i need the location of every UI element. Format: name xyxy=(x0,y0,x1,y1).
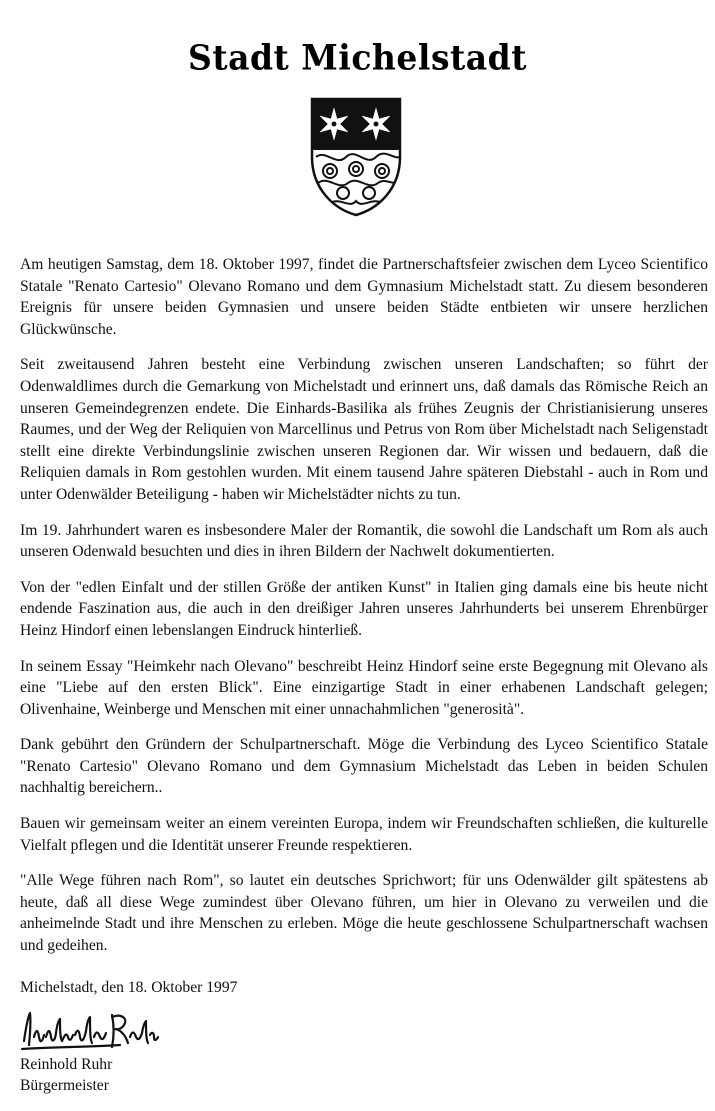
paragraph-5: In seinem Essay "Heimkehr nach Olevano" beschreibt Heinz Hindorf seine erste Begegnung mit Olevano als eine "Liebe auf den ersten Blick". Eine einzigartige Stadt in einer erhabenen Landschaft gelegen; Olivenhaine, Weinberge und Menschen mit einer unnachahmlichen "generosità". xyxy=(20,657,708,718)
paragraph-8: "Alle Wege führen nach Rom", so lautet ein deutsches Sprichwort; für uns Odenwälder gilt spätestens ab heute, daß all diese Wege zumindest über Olevano führen, um hier in Olevano zu verweilen und die anheimelnde Stadt und ihre Menschen zu erleben. Möge die heute geschlossene Schulpartnerschaft wachsen und gedeihen. xyxy=(20,872,708,955)
paragraph-7: Bauen wir gemeinsam weiter an einem vereinten Europa, indem wir Freundschaften schließen, die kulturelle Vielfalt pflegen und die Identität unserer Freunde respektieren. xyxy=(20,815,708,854)
paragraph-1: Am heutigen Samstag, dem 18. Oktober 1997, findet die Partnerschaftsfeier zwischen dem Lyceo Scientifico Statale "Renato Cartesio" Olevano Romano und dem Gymnasium Michelstadt statt. Zu diesem besonderen Ereignis für unsere beiden Gymnasien und unsere beiden Städte entbieten wir unsere herzlichen Glückwünsche. xyxy=(20,256,708,338)
paragraph-6: Dank gebührt den Gründern der Schulpartnerschaft. Möge die Verbindung des Lyceo Scientifico Statale "Renato Cartesio" Olevano Romano und dem Gymnasium Michelstadt das Leben in beiden Schulen nachhaltig bereichern.. xyxy=(20,736,708,797)
signer-block xyxy=(20,1054,320,1096)
signer-name: Reinhold Ruhr xyxy=(20,1056,113,1073)
handwritten-signature-icon xyxy=(20,1007,160,1053)
coat-of-arms-icon xyxy=(310,97,402,217)
city-title: Stadt Michelstadt xyxy=(188,37,527,78)
signer-title: Bürgermeister xyxy=(20,1077,109,1094)
paragraph-2: Seit zweitausend Jahren besteht eine Verbindung zwischen unseren Landschaften; so führt der Odenwaldlimes durch die Gemarkung von Michelstadt und erinnert uns, daß damals das Römische Reich an unseren Gemeindegrenzen endete. Die Einhards-Basilika als frühes Zeugnis der Christianisierung unseres Raumes, und der Weg der Reliquien von Marcellinus und Petrus von Rom über Michelstadt nach Seligenstadt stellt eine direkte Verbindungslinie zwischen unseren Regionen dar. Wir wissen und bedauern, daß die Reliquien damals in Rom gestohlen wurden. Mit einem tausend Jahre späteren Diebstahl - auch in Rom und unter Odenwälder Beteiligung - haben wir Michelstädter nichts zu tun. xyxy=(20,356,708,503)
paragraph-4: Von der "edlen Einfalt und der stillen Größe der antiken Kunst" in Italien ging damals eine bis heute nicht endende Faszination aus, die auch in den dreißiger Jahren unseres Jahrhunderts bei unserem Ehrenbürger Heinz Hindorf einen lebenslangen Eindruck hinterließ. xyxy=(20,578,708,639)
paragraph-3: Im 19. Jahrhundert waren es insbesondere Maler der Romantik, die sowohl die Landschaft um Rom als auch unseren Odenwald besuchten und dies in ihren Bildern der Nachwelt dokumentierten. xyxy=(20,521,708,561)
letter-body xyxy=(20,254,708,971)
place-date: Michelstadt, den 18. Oktober 1997 xyxy=(20,979,238,996)
closing-block xyxy=(20,977,620,1094)
letterhead xyxy=(0,38,715,78)
